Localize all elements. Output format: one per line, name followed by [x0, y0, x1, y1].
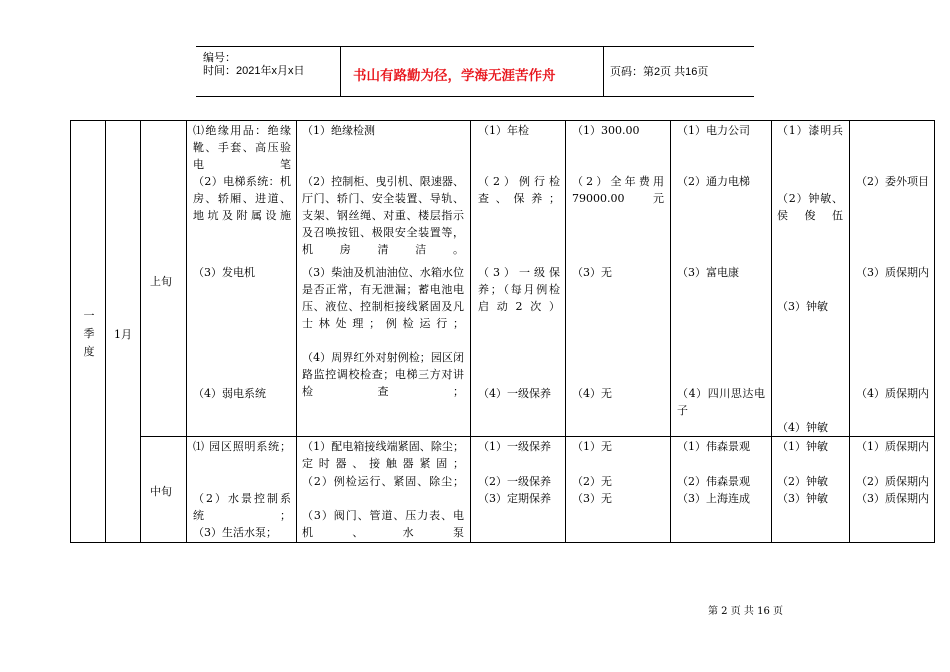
person-item: （4）钟敏 [777, 421, 828, 434]
cost-item: （4）无 [572, 387, 612, 400]
content-item: （4）周界红外对射例检；园区闭路监控调校检查；电梯三方对讲检查； [302, 351, 464, 398]
table-border-right [934, 120, 935, 543]
cost-item: （2）全年费用79000.00元 [572, 175, 664, 205]
remark-item: （3）质保期内 [856, 266, 929, 279]
method-item: （3）一级保养；（每月例检启动2次） [478, 266, 560, 313]
header-top-rule [196, 46, 754, 47]
remark-item: （2）委外项目 [856, 175, 929, 188]
remark-item: （1）质保期内 [856, 440, 929, 453]
content-item: （3）阀门、管道、压力表、电机、水泵 [302, 509, 464, 539]
method-item: （2）一级保养 [478, 475, 551, 488]
equipment-item: （3）发电机 [193, 266, 255, 279]
person-item: （2）钟敏、侯俊伍 [777, 192, 843, 222]
content-item: （1）配电箱接线端紧固、除尘；定时器、接触器紧固； [302, 440, 464, 470]
cost-item: （2）无 [572, 475, 612, 488]
unit-item: （3）富电康 [677, 266, 739, 279]
unit-item: （1）电力公司 [677, 124, 750, 137]
method-item: （1）年检 [478, 124, 529, 137]
quarter-cell: 一季度 [83, 309, 95, 358]
remark-item: （3）质保期内 [856, 492, 929, 505]
equipment-item: （4）弱电系统 [193, 387, 266, 400]
period-cell-zhongxun: 中旬 [150, 485, 172, 498]
doc-date-label: 时间：2021年x月x日 [203, 65, 305, 77]
equipment-item: （2）电梯系统：机房、轿厢、进道、地坑及附属设施 [193, 175, 291, 222]
header-divider-right [603, 47, 604, 96]
cost-item: （3）无 [572, 266, 612, 279]
header-divider-left [340, 47, 341, 96]
cost-item: （1）300.00 [572, 124, 640, 137]
person-item: （1）漆明兵 [777, 124, 843, 137]
equipment-item: ⑴绝缘用品：绝缘靴、手套、高压验电笔 [193, 124, 291, 171]
person-item: （1）钟敏 [777, 440, 828, 453]
table-border-top [70, 120, 935, 121]
table-border-left [70, 120, 71, 543]
header-motto: 书山有路勤为径，学海无涯苦作舟 [353, 68, 556, 84]
header-bottom-rule [196, 96, 754, 97]
equipment-item: ⑴ 园区照明系统； [193, 440, 291, 453]
cost-item: （1）无 [572, 440, 612, 453]
month-cell: 1月 [114, 328, 132, 341]
col-line [296, 120, 297, 543]
person-item: （3）钟敏 [777, 300, 828, 313]
col-line [849, 120, 850, 543]
person-item: （2）钟敏 [777, 475, 828, 488]
doc-number-label: 编号： [203, 52, 236, 64]
table-border-bottom [70, 542, 935, 543]
row-divider [140, 436, 935, 437]
remark-item: （4）质保期内 [856, 387, 929, 400]
method-item: （3）定期保养 [478, 492, 551, 505]
col-line [565, 120, 566, 543]
remark-item: （2）质保期内 [856, 475, 929, 488]
page-footer: 第 2 页 共 16 页 [708, 606, 783, 617]
content-item: （2）例检运行、紧固、除尘； [302, 475, 464, 488]
content-item: （2）控制柜、曳引机、限速器、厅门、轿门、安全装置、导轨、支架、钢丝绳、对重、楼层指示及召唤按钮、极限安全装置等，机房清洁。 [302, 175, 464, 256]
unit-item: （2）通力电梯 [677, 175, 750, 188]
equipment-item: （3）生活水泵； [193, 526, 277, 539]
col-line [105, 120, 106, 543]
period-cell-shangxun: 上旬 [150, 275, 172, 288]
col-line [140, 120, 141, 543]
content-item: （1）绝缘检测 [302, 124, 375, 137]
equipment-item: （2）水景控制系统； [193, 492, 291, 522]
col-line [470, 120, 471, 543]
unit-item: （3）上海连成 [677, 492, 750, 505]
col-line [771, 120, 772, 543]
method-item: （2）例行检查、保养； [478, 175, 560, 205]
method-item: （4）一级保养 [478, 387, 551, 400]
unit-item: （2）伟森景观 [677, 475, 750, 488]
method-item: （1）一级保养 [478, 440, 551, 453]
col-line [670, 120, 671, 543]
unit-item: （4）四川思达电子 [677, 387, 765, 417]
col-line [186, 120, 187, 543]
page-number-label: 页码：第2页 共16页 [610, 66, 709, 78]
unit-item: （1）伟森景观 [677, 440, 750, 453]
content-item: （3）柴油及机油油位、水箱水位是否正常，有无泄漏；蓄电池电压、液位、控制柜接线紧固及凡士林处理；例检运行； [302, 266, 464, 330]
cost-item: （3）无 [572, 492, 612, 505]
person-item: （3）钟敏 [777, 492, 828, 505]
